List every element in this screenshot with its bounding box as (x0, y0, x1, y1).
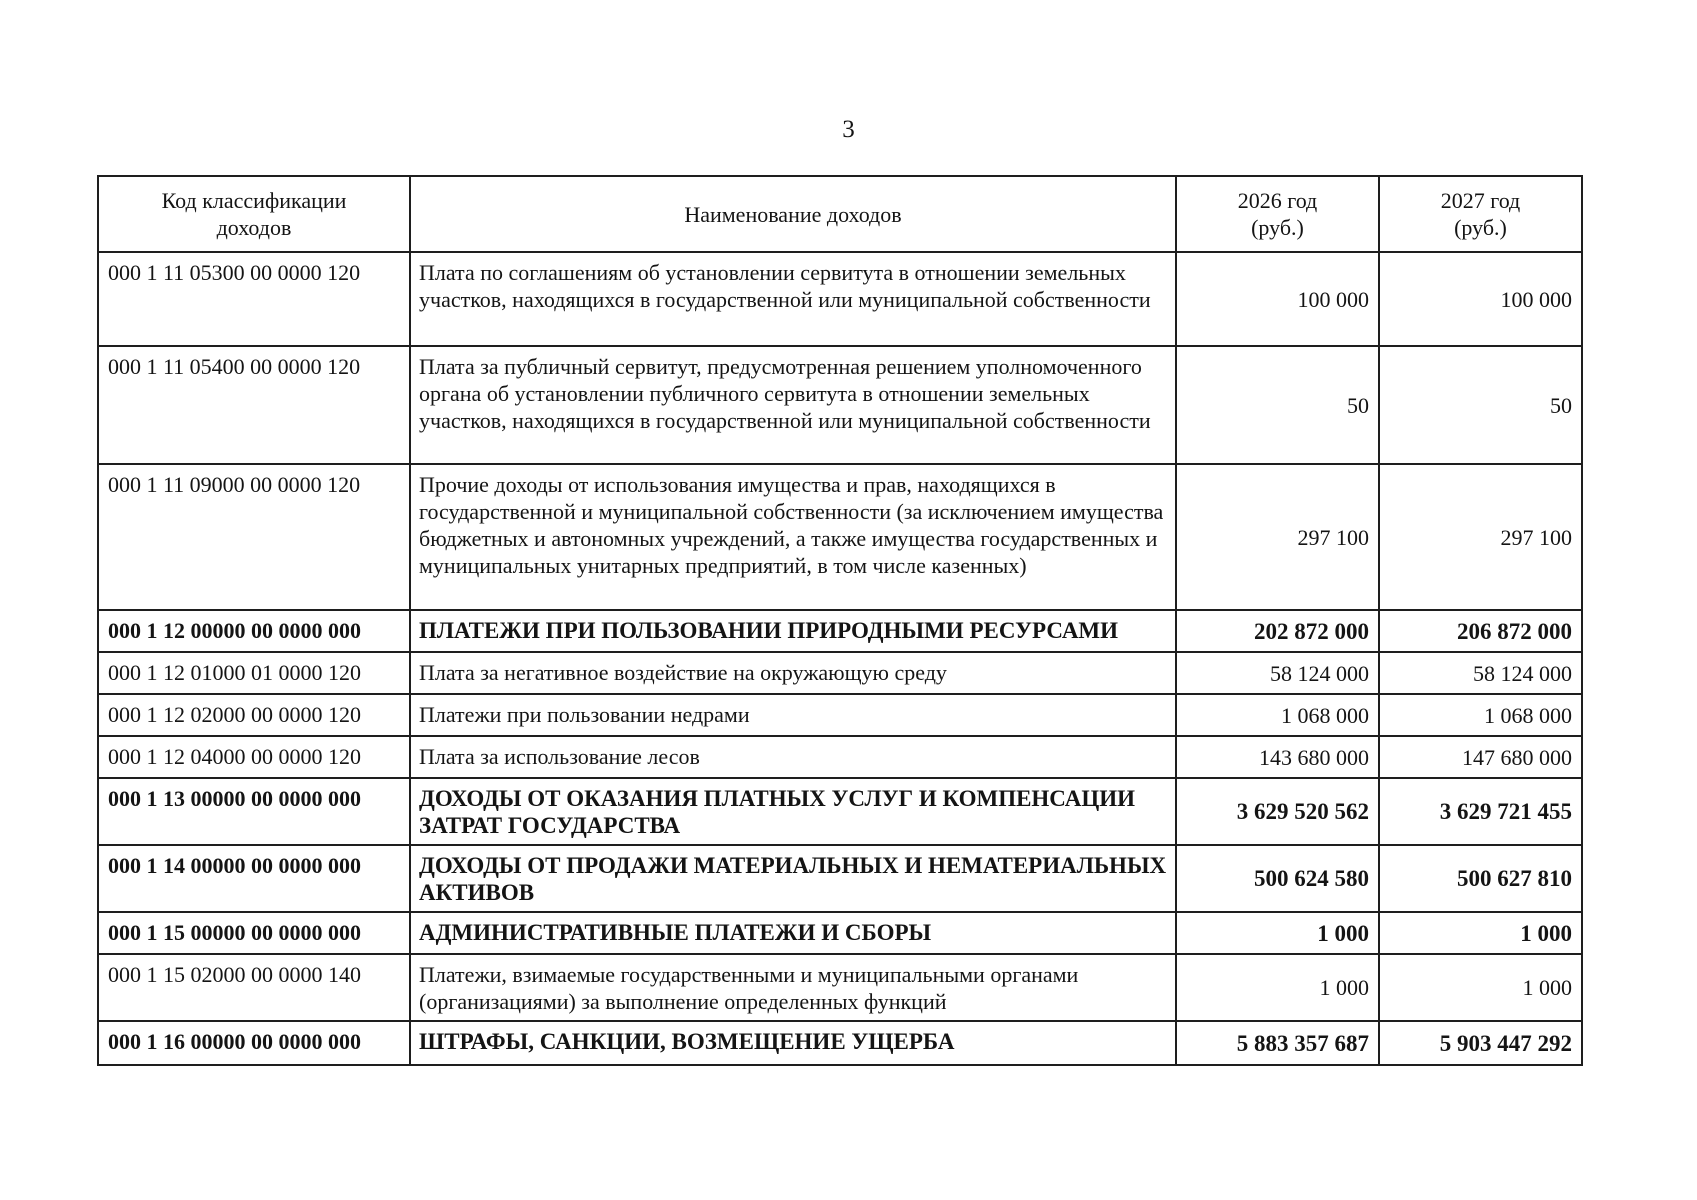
table-row (98, 346, 1582, 464)
code-cell: 000 1 11 05300 00 0000 120 (98, 252, 410, 346)
amount-2027-cell: 1 000 (1379, 954, 1582, 1021)
amount-2027-cell: 147 680 000 (1379, 736, 1582, 778)
amount-2027-cell: 297 100 (1379, 464, 1582, 610)
table-row (98, 1021, 1582, 1065)
name-cell: ДОХОДЫ ОТ ПРОДАЖИ МАТЕРИАЛЬНЫХ И НЕМАТЕРИАЛЬНЫХ АКТИВОВ (410, 845, 1176, 912)
amount-2027-cell: 100 000 (1379, 252, 1582, 346)
amount-2026-cell: 143 680 000 (1176, 736, 1379, 778)
amount-2027-cell: 1 068 000 (1379, 694, 1582, 736)
amount-2026-cell: 5 883 357 687 (1176, 1021, 1379, 1065)
table-row (98, 652, 1582, 694)
amount-2026-cell: 50 (1176, 346, 1379, 464)
header-code-line-1: Код классификации (161, 188, 347, 213)
table-row (98, 610, 1582, 652)
amount-2026-cell: 1 068 000 (1176, 694, 1379, 736)
name-cell: Платежи, взимаемые государственными и муниципальными органами (организациями) за выполнение определенных функций (410, 954, 1176, 1021)
header-year-2027 (1379, 176, 1582, 252)
amount-2027-cell: 5 903 447 292 (1379, 1021, 1582, 1065)
name-cell: Плата по соглашениям об установлении сервитута в отношении земельных участков, находящихся в государственной или муниципальной собственности (410, 252, 1176, 346)
name-cell: ШТРАФЫ, САНКЦИИ, ВОЗМЕЩЕНИЕ УЩЕРБА (410, 1021, 1176, 1065)
code-cell: 000 1 12 00000 00 0000 000 (98, 610, 410, 652)
table-header (98, 176, 1582, 252)
table-row (98, 736, 1582, 778)
header-code (98, 176, 410, 252)
table-row (98, 778, 1582, 845)
code-cell: 000 1 15 00000 00 0000 000 (98, 912, 410, 954)
code-cell: 000 1 13 00000 00 0000 000 (98, 778, 410, 845)
amount-2027-cell: 3 629 721 455 (1379, 778, 1582, 845)
amount-2026-cell: 202 872 000 (1176, 610, 1379, 652)
name-cell: Платежи при пользовании недрами (410, 694, 1176, 736)
name-cell: АДМИНИСТРАТИВНЫЕ ПЛАТЕЖИ И СБОРЫ (410, 912, 1176, 954)
amount-2027-cell: 1 000 (1379, 912, 1582, 954)
amount-2026-cell: 58 124 000 (1176, 652, 1379, 694)
amount-2027-cell: 50 (1379, 346, 1582, 464)
header-code-line-2: доходов (216, 215, 292, 240)
amount-2026-cell: 500 624 580 (1176, 845, 1379, 912)
code-cell: 000 1 12 01000 01 0000 120 (98, 652, 410, 694)
table-row (98, 694, 1582, 736)
table-row (98, 845, 1582, 912)
header-year-2026 (1176, 176, 1379, 252)
name-cell: Плата за публичный сервитут, предусмотренная решением уполномоченного органа об установлении публичного сервитута в отношении земельных участков, находящихся в государственной или муниципальной собственности (410, 346, 1176, 464)
amount-2026-cell: 100 000 (1176, 252, 1379, 346)
table-row (98, 464, 1582, 610)
code-cell: 000 1 12 02000 00 0000 120 (98, 694, 410, 736)
code-cell: 000 1 15 02000 00 0000 140 (98, 954, 410, 1021)
table-body (98, 252, 1582, 1065)
income-table (97, 175, 1583, 1066)
amount-2026-cell: 1 000 (1176, 912, 1379, 954)
page-number: 3 (842, 116, 855, 143)
code-cell: 000 1 14 00000 00 0000 000 (98, 845, 410, 912)
name-cell: ДОХОДЫ ОТ ОКАЗАНИЯ ПЛАТНЫХ УСЛУГ И КОМПЕНСАЦИИ ЗАТРАТ ГОСУДАРСТВА (410, 778, 1176, 845)
table-row (98, 954, 1582, 1021)
amount-2026-cell: 297 100 (1176, 464, 1379, 610)
header-year-2027-line-1: 2027 год (1440, 188, 1521, 213)
amount-2027-cell: 500 627 810 (1379, 845, 1582, 912)
header-year-2026-line-2: (руб.) (1251, 215, 1304, 240)
code-cell: 000 1 16 00000 00 0000 000 (98, 1021, 410, 1065)
name-cell: ПЛАТЕЖИ ПРИ ПОЛЬЗОВАНИИ ПРИРОДНЫМИ РЕСУРСАМИ (410, 610, 1176, 652)
amount-2027-cell: 58 124 000 (1379, 652, 1582, 694)
name-cell: Плата за использование лесов (410, 736, 1176, 778)
name-cell: Прочие доходы от использования имущества и прав, находящихся в государственной и муниципальной собственности (за исключением имущества бюджетных и автономных учреждений, а также имущества государственных и муниципальных унитарных предприятий, в том числе казенных) (410, 464, 1176, 610)
header-name: Наименование доходов (410, 176, 1176, 252)
table-row (98, 912, 1582, 954)
amount-2027-cell: 206 872 000 (1379, 610, 1582, 652)
table-row (98, 252, 1582, 346)
name-cell: Плата за негативное воздействие на окружающую среду (410, 652, 1176, 694)
header-year-2026-line-1: 2026 год (1237, 188, 1318, 213)
code-cell: 000 1 11 09000 00 0000 120 (98, 464, 410, 610)
header-year-2027-line-2: (руб.) (1454, 215, 1507, 240)
amount-2026-cell: 1 000 (1176, 954, 1379, 1021)
code-cell: 000 1 11 05400 00 0000 120 (98, 346, 410, 464)
code-cell: 000 1 12 04000 00 0000 120 (98, 736, 410, 778)
amount-2026-cell: 3 629 520 562 (1176, 778, 1379, 845)
header-row (98, 176, 1582, 252)
